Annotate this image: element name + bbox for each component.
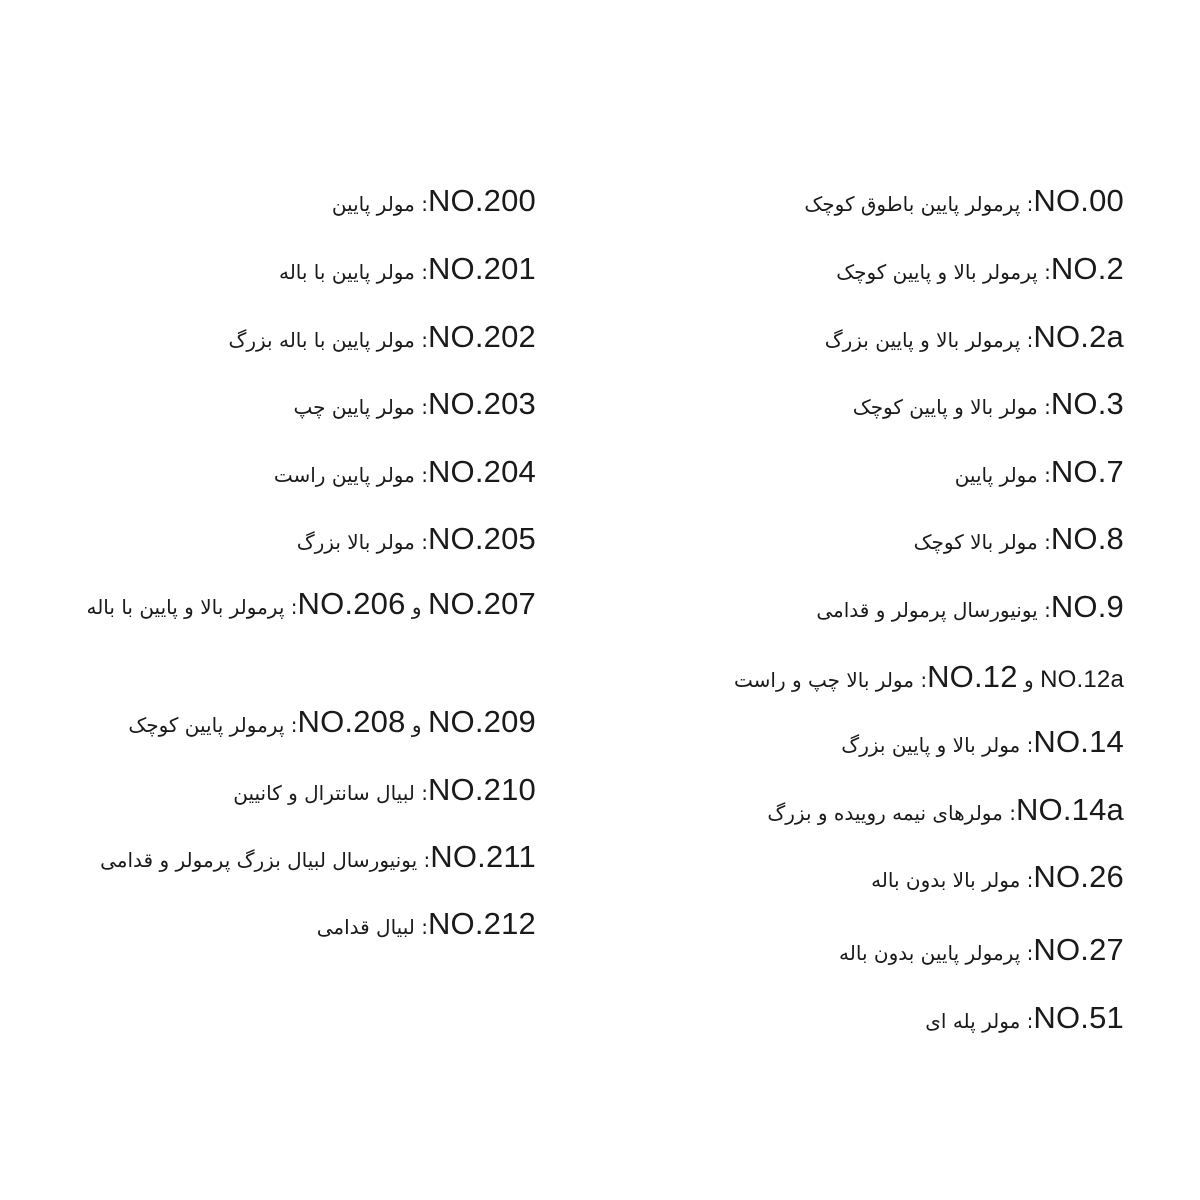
item-description: یونیورسال لبیال بزرگ پرمولر و قدامی — [100, 848, 418, 872]
item-description: مولر بالا کوچک — [913, 530, 1038, 554]
right-column — [654, 0, 1124, 1200]
item-code: NO.27 — [1033, 932, 1124, 967]
list-item: NO.00: پرمولر پایین باطوق کوچک — [804, 183, 1124, 218]
list-item: NO.207 و NO.206: پرمولر بالا و پایین با باله — [86, 586, 536, 621]
list-item: NO.211: یونیورسال لبیال بزرگ پرمولر و قدامی — [100, 839, 536, 874]
list-item: NO.51: مولر پله ای — [925, 1000, 1124, 1035]
item-code: NO.205 — [427, 521, 536, 556]
item-code: NO.9 — [1050, 589, 1124, 624]
item-code: NO.3 — [1050, 386, 1124, 421]
item-description: پرمولر بالا و پایین با باله — [86, 595, 285, 619]
list-item: NO.200: مولر پایین — [331, 183, 536, 218]
item-code: NO.204 — [427, 454, 536, 489]
list-item: NO.209 و NO.208: پرمولر پایین کوچک — [128, 704, 536, 739]
item-code: NO.211 — [430, 839, 536, 874]
item-code: NO.51 — [1033, 1000, 1124, 1035]
list-item: NO.26: مولر بالا بدون باله — [871, 859, 1124, 894]
list-item: NO.14: مولر بالا و پایین بزرگ — [841, 724, 1124, 759]
item-description: مولر بالا بزرگ — [296, 530, 415, 554]
item-code: NO.26 — [1033, 859, 1124, 894]
left-column — [36, 0, 536, 1200]
item-code: NO.2 — [1050, 251, 1124, 286]
list-item: NO.7: مولر پایین — [954, 454, 1124, 489]
item-description: مولر پایین راست — [273, 463, 415, 487]
item-description: مولر پله ای — [925, 1009, 1021, 1033]
item-code: NO.8 — [1050, 521, 1124, 556]
list-item: NO.2a: پرمولر بالا و پایین بزرگ — [824, 319, 1124, 354]
list-item: NO.201: مولر پایین با باله — [278, 251, 536, 286]
item-code: NO.202 — [427, 319, 536, 354]
item-code-secondary: NO.12 — [927, 659, 1018, 694]
item-joiner: و — [411, 595, 422, 619]
item-code: NO.210 — [427, 772, 536, 807]
item-description: مولر پایین — [331, 192, 415, 216]
item-description: مولر پایین با باله بزرگ — [228, 328, 415, 352]
item-description: مولر پایین با باله — [278, 260, 415, 284]
item-description: پرمولر پایین باطوق کوچک — [804, 192, 1021, 216]
list-item: NO.12a و NO.12: مولر بالا چپ و راست — [734, 659, 1124, 694]
item-description: پرمولر بالا و پایین بزرگ — [824, 328, 1021, 352]
list-item: NO.3: مولر بالا و پایین کوچک — [852, 386, 1124, 421]
list-item: NO.9: یونیورسال پرمولر و قدامی — [816, 589, 1124, 624]
item-description: مولرهای نیمه روییده و بزرگ — [767, 801, 1003, 825]
item-code: NO.12a — [1040, 666, 1124, 693]
item-code: NO.209 — [427, 704, 536, 739]
item-code: NO.201 — [427, 251, 536, 286]
list-item: NO.27: پرمولر پایین بدون باله — [839, 932, 1124, 967]
list-item: NO.205: مولر بالا بزرگ — [296, 521, 536, 556]
item-description: پرمولر بالا و پایین کوچک — [836, 260, 1038, 284]
list-item: NO.8: مولر بالا کوچک — [913, 521, 1124, 556]
item-description: پرمولر پایین کوچک — [128, 713, 285, 737]
item-code: NO.212 — [427, 906, 536, 941]
item-description: مولر پایین — [954, 463, 1038, 487]
item-description: پرمولر پایین بدون باله — [839, 941, 1021, 965]
item-description: مولر بالا چپ و راست — [734, 668, 914, 692]
item-description: مولر بالا و پایین کوچک — [852, 395, 1038, 419]
item-joiner: و — [1024, 668, 1034, 692]
item-code: NO.00 — [1033, 183, 1124, 218]
list-item: NO.202: مولر پایین با باله بزرگ — [228, 319, 536, 354]
item-description: لبیال قدامی — [316, 915, 415, 939]
item-code: NO.2a — [1033, 319, 1124, 354]
item-description: یونیورسال پرمولر و قدامی — [816, 598, 1038, 622]
item-code: NO.203 — [427, 386, 536, 421]
item-code: NO.14 — [1033, 724, 1124, 759]
item-description: مولر بالا و پایین بزرگ — [841, 733, 1021, 757]
list-item: NO.14a: مولرهای نیمه روییده و بزرگ — [767, 792, 1124, 827]
item-code: NO.200 — [427, 183, 536, 218]
item-description: لبیال سانترال و کانیین — [233, 781, 415, 805]
list-item: NO.210: لبیال سانترال و کانیین — [233, 772, 536, 807]
item-code: NO.7 — [1050, 454, 1124, 489]
item-description: مولر پایین چپ — [293, 395, 415, 419]
item-joiner: و — [411, 713, 422, 737]
list-item: NO.212: لبیال قدامی — [316, 906, 536, 941]
list-item: NO.2: پرمولر بالا و پایین کوچک — [836, 251, 1124, 286]
list-item: NO.203: مولر پایین چپ — [293, 386, 536, 421]
item-code: NO.14a — [1015, 792, 1124, 827]
item-code-secondary: NO.206 — [297, 586, 406, 621]
item-code-secondary: NO.208 — [297, 704, 406, 739]
item-description: مولر بالا بدون باله — [871, 868, 1021, 892]
item-code: NO.207 — [427, 586, 536, 621]
list-item: NO.204: مولر پایین راست — [273, 454, 536, 489]
